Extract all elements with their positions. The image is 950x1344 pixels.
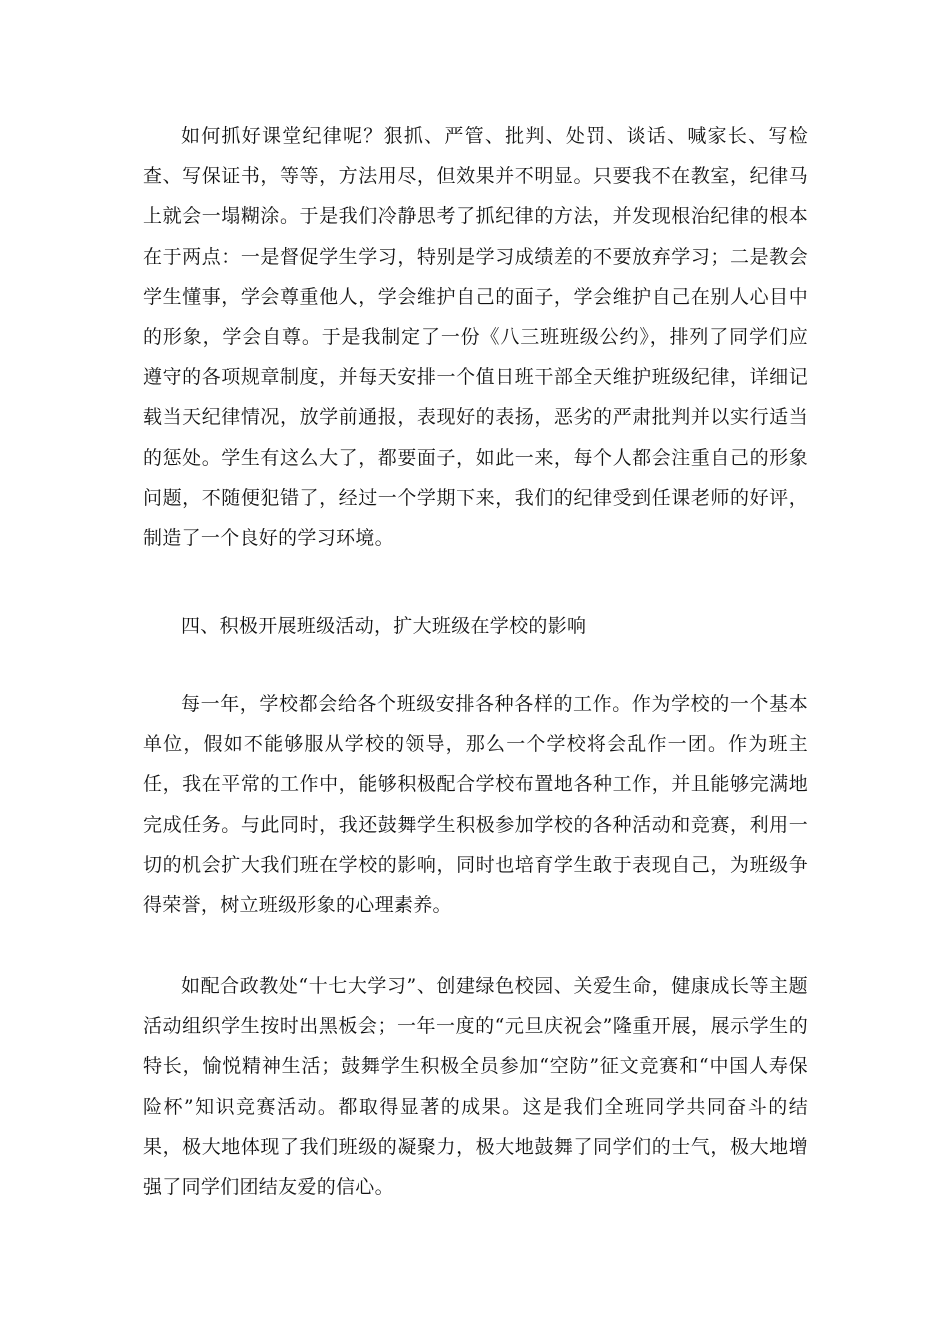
paragraph-classroom-discipline: 如何抓好课堂纪律呢？狠抓、严管、批判、处罚、谈话、喊家长、写检查、写保证书，等等，方法用尽，但效果并不明显。只要我不在教室，纪律马上就会一塌糊涂。于是我们冷静思考了抓纪律的方法，并发现根治纪律的根本在于两点：一是督促学生学习，特别是学习成绩差的不要放弃学习；二是教会学生懂事，学会尊重他人，学会维护自己的面子，学会维护自己在别人心目中的形象，学会自尊。于是我制定了一份《八三班班级公约》，排列了同学们应遵守的各项规章制度，并每天安排一个值日班干部全天维护班级纪律，详细记载当天纪律情况，放学前通报，表现好的表扬，恶劣的严肃批判并以实行适当的惩处。学生有这么大了，都要面子，如此一来，每个人都会注重自己的形象问题，不随便犯错了，经过一个学期下来，我们的纪律受到任课老师的好评，制造了一个良好的学习环境。 xyxy=(143,125,808,550)
section-heading-four: 四、积极开展班级活动，扩大班级在学校的影响 xyxy=(181,615,587,637)
paragraph-activities: 如配合政教处“十七大学习”、创建绿色校园、关爱生命，健康成长等主题活动组织学生按时出黑板会；一年一度的“元旦庆祝会”隆重开展，展示学生的特长，愉悦精神生活；鼓舞学生积极全员参加“空防”征文竞赛和“中国人寿保险杯”知识竞赛活动。都取得显著的成果。这是我们全班同学共同奋斗的结果，极大地体现了我们班级的凝聚力，极大地鼓舞了同学们的士气，极大地增强了同学们团结友爱的信心。 xyxy=(143,975,808,1199)
paragraph-school-work: 每一年，学校都会给各个班级安排各种各样的工作。作为学校的一个基本单位，假如不能够服从学校的领导，那么一个学校将会乱作一团。作为班主任，我在平常的工作中，能够积极配合学校布置地各种工作，并且能够完满地完成任务。与此同时，我还鼓舞学生积极参加学校的各种活动和竞赛，利用一切的机会扩大我们班在学校的影响，同时也培育学生敢于表现自己，为班级争得荣誉，树立班级形象的心理素养。 xyxy=(143,693,808,917)
